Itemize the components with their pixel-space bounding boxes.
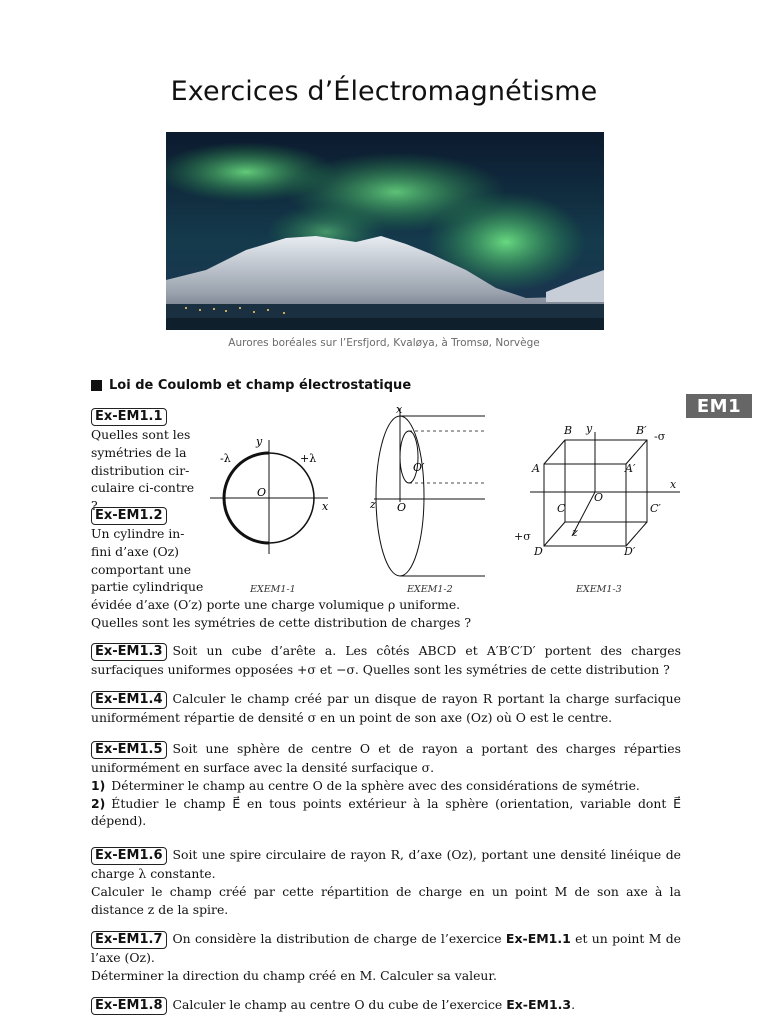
label-D: D [534,545,543,558]
exercise-1 [91,407,203,515]
exercise-tag: Ex-EM1.6 [91,847,167,865]
text-line: fini d’axe (Oz) [91,543,180,559]
exercise-text: Calculer le champ créé par un disque de rayon R portant la charge surfacique uniformément répartie de densité σ en un point de son axe (Oz) où O est le centre. [91,691,681,725]
exercise-3 [91,642,681,679]
exercise-4 [91,690,681,727]
exercise-text: Soit une spire circulaire de rayon R, d’axe (Oz), portant une densité linéique de charge λ constante. [91,847,681,881]
exercise-tag: Ex-EM1.7 [91,931,167,949]
label-Ap: A′ [625,462,636,475]
label-Cp: C′ [650,502,661,515]
label-O: O [594,491,604,504]
label-o: O [257,486,267,499]
exercise-tag: Ex-EM1.4 [91,691,167,709]
exercise-reference: Ex-EM1.1 [505,931,571,946]
text-line: évidée d’axe (O′z) porte une charge volumique ρ uniforme. [91,597,461,613]
label-x: x [670,478,677,491]
photo-caption: Aurores boréales sur l’Ersfjord, Kvaløya, à Tromsø, Norvège [228,337,540,349]
exercise-tag: Ex-EM1.8 [91,997,167,1015]
section-title: Loi de Coulomb et champ électrostatique [109,378,412,393]
exercise-text-2: Calculer le champ créé par cette répartition de charge en un point M de son axe à la distance z de la spire. [91,883,681,917]
section-heading [91,378,411,393]
exercise-8: Ex-EM1.8 Calculer le champ au centre O du cube de l’exercice Ex-EM1.3. [91,996,681,1015]
label-y: y [256,435,263,448]
page-title: Exercices d’Électromagnétisme [170,76,598,107]
text-line: symétries de la [91,444,187,460]
label-sigma-minus: -σ [654,430,666,443]
figure-caption: EXEM1-1 [250,584,296,595]
text-line: Quelles sont les symétries de cette distribution de charges ? [91,614,471,630]
figure-exem1-2 [369,404,485,595]
section-bullet [91,380,102,391]
exercise-tag: Ex-EM1.3 [91,643,167,661]
exercise-7: Ex-EM1.7 On considère la distribution de charge de l’exercice Ex-EM1.1 et un point M de l’axe (Oz). Déterminer la direction du champ créé en M. Calculer sa valeur. [91,931,681,983]
label-minus-lambda: -λ [220,452,231,465]
exercise-tag: Ex-EM1.1 [91,408,167,426]
exercise-tag: Ex-EM1.5 [91,741,167,759]
figures-exem1 [210,404,680,596]
label-x: x [322,500,329,513]
exercise-reference: Ex-EM1.3 [506,997,572,1012]
exercise-text-2: Déterminer la direction du champ créé en M. Calculer sa valeur. [91,967,497,983]
label-x: x [396,404,403,416]
text-line: Quelles sont les [91,427,191,442]
chapter-badge: EM1 [686,394,752,418]
label-Dp: D′ [624,545,636,558]
exercise-text: Soit une sphère de centre O et de rayon a portant des charges réparties uniformément en surface avec la densité surfacique σ. [91,741,681,775]
exercise-6 [91,846,681,918]
label-z: z [370,498,376,511]
text-line: distribution cir- [91,462,190,478]
text-line: Un cylindre in- [91,526,185,541]
question-2: 2) Étudier le champ E⃗ en tous points extérieur à la sphère (orientation, variable dont E⃗ dépend). [91,795,681,829]
label-C: C [557,502,566,515]
exercise-5 [91,740,681,830]
exercise-text: Soit un cube d’arête a. Les côtés ABCD et A′B′C′D′ portent des charges surfaciques uniformes opposées +σ et −σ. Quelles sont les symétries de cette distribution ? [91,643,681,677]
label-z: z [572,526,578,539]
label-plus-lambda: +λ [300,452,317,465]
label-sigma-plus: +σ [514,530,531,543]
label-A: A [532,462,540,475]
figure-exem1-1 [210,435,329,595]
exercise-tag: Ex-EM1.2 [91,507,167,525]
figure-caption: EXEM1-3 [576,584,622,595]
label-oprime: O′ [413,461,425,474]
text-line: comportant une [91,561,192,577]
figure-caption: EXEM1-2 [407,584,453,595]
label-B: B [564,424,573,437]
figure-exem1-3 [514,422,680,595]
label-Bp: B′ [636,424,647,437]
aurora-photo [166,132,604,330]
text-line: culaire ci-contre ? [91,480,195,514]
label-y: y [586,422,593,435]
text-line: partie cylindrique [91,579,204,595]
question-1: 1) Déterminer le champ au centre O de la sphère avec des considérations de symétrie. [91,777,640,793]
label-o: O [397,501,407,514]
